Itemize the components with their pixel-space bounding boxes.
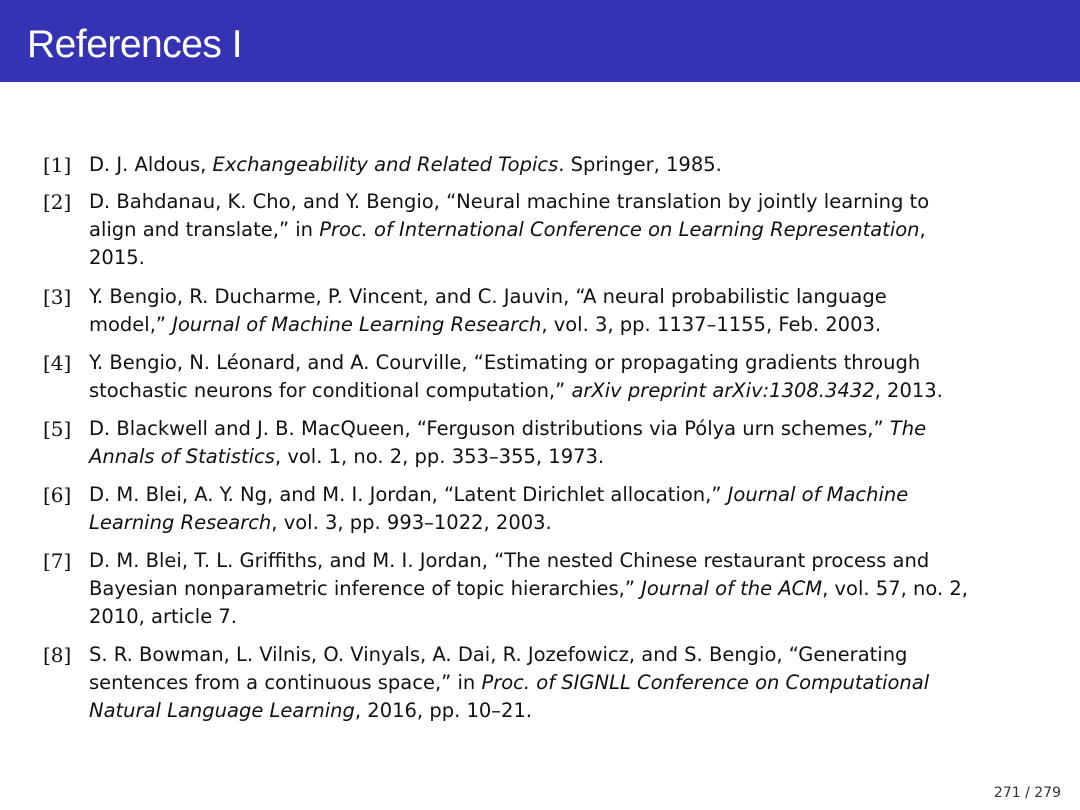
reference-line (89, 443, 1059, 471)
reference-italic-segment: The (889, 417, 927, 440)
reference-line (89, 377, 1059, 405)
reference-segment: , vol. 3, pp. 1137–1155, Feb. 2003. (541, 313, 882, 336)
reference-text (89, 151, 1059, 179)
reference-line (89, 669, 1059, 697)
reference-segment: , 2016, pp. 10–21. (354, 699, 533, 722)
reference-segment: align and translate,” in (89, 218, 320, 241)
reference-line (89, 547, 1059, 575)
reference-line (89, 244, 1059, 272)
page-separator: / (1020, 785, 1035, 801)
reference-segment: , vol. 57, no. 2, (822, 577, 968, 600)
reference-text (89, 349, 1059, 405)
reference-segment: stochastic neurons for conditional computation,” (89, 379, 572, 402)
reference-text (89, 188, 1059, 272)
reference-italic-segment: arXiv preprint arXiv:1308.3432 (571, 379, 875, 402)
reference-number: [7] (43, 549, 72, 573)
reference-line (89, 188, 1059, 216)
reference-text (89, 415, 1059, 471)
reference-italic-segment: Proc. of International Conference on Learning Representation (319, 218, 920, 241)
reference-segment: Y. Bengio, R. Ducharme, P. Vincent, and C. Jauvin, “A neural probabilistic language (89, 285, 887, 308)
reference-number: [6] (43, 483, 72, 507)
reference-italic-segment: Proc. of SIGNLL Conference on Computational (481, 671, 930, 694)
reference-line (89, 603, 1059, 631)
reference-line (89, 575, 1059, 603)
reference-line (89, 283, 1059, 311)
reference-italic-segment: Natural Language Learning (89, 699, 355, 722)
reference-segment: Bayesian nonparametric inference of topic hierarchies,” (89, 577, 642, 600)
reference-number: [8] (43, 643, 72, 667)
reference-text (89, 547, 1059, 631)
reference-number: [5] (43, 417, 72, 441)
reference-segment: , 2013. (874, 379, 943, 402)
reference-segment: D. J. Aldous, (89, 153, 213, 176)
reference-italic-segment: Annals of Statistics (89, 445, 275, 468)
page-current: 271 (993, 785, 1021, 801)
reference-segment: D. Blackwell and J. B. MacQueen, “Ferguson distributions via Pólya urn schemes,” (89, 417, 890, 440)
reference-line (89, 415, 1059, 443)
reference-segment: D. M. Blei, T. L. Griffiths, and M. I. Jordan, “The nested Chinese restaurant process and (89, 549, 930, 572)
title-bar (0, 0, 1080, 82)
reference-number: [2] (43, 190, 72, 214)
reference-segment: , vol. 1, no. 2, pp. 353–355, 1973. (274, 445, 605, 468)
slide-title: References I (27, 23, 243, 66)
reference-italic-segment: Learning Research (89, 511, 272, 534)
reference-line (89, 151, 1059, 179)
reference-segment: , (919, 218, 926, 241)
reference-segment: D. M. Blei, A. Y. Ng, and M. I. Jordan, “Latent Dirichlet allocation,” (89, 483, 728, 506)
reference-line (89, 311, 1059, 339)
reference-segment: Y. Bengio, N. Léonard, and A. Courville, “Estimating or propagating gradients through (89, 351, 921, 374)
reference-segment: D. Bahdanau, K. Cho, and Y. Bengio, “Neural machine translation by jointly learning to (89, 190, 930, 213)
reference-number: [3] (43, 285, 72, 309)
reference-number: [4] (43, 351, 72, 375)
reference-segment: model,” (89, 313, 173, 336)
reference-italic-segment: Journal of the ACM (641, 577, 823, 600)
reference-italic-segment: Exchangeability and Related Topics (212, 153, 559, 176)
reference-line (89, 509, 1059, 537)
reference-segment: , vol. 3, pp. 993–1022, 2003. (271, 511, 552, 534)
reference-line (89, 349, 1059, 377)
reference-segment: . Springer, 1985. (558, 153, 722, 176)
reference-text (89, 283, 1059, 339)
reference-segment: S. R. Bowman, L. Vilnis, O. Vinyals, A. Dai, R. Jozefowicz, and S. Bengio, “Generating (89, 643, 908, 666)
reference-italic-segment: Journal of Machine Learning Research (172, 313, 542, 336)
reference-number: [1] (43, 153, 72, 177)
reference-text (89, 641, 1059, 725)
reference-text (89, 481, 1059, 537)
page-number (994, 784, 1061, 802)
reference-line (89, 216, 1059, 244)
reference-segment: 2015. (89, 246, 145, 269)
reference-segment: sentences from a continuous space,” in (89, 671, 482, 694)
reference-italic-segment: Journal of Machine (727, 483, 909, 506)
reference-line (89, 641, 1059, 669)
reference-line (89, 697, 1059, 725)
page-total: 279 (1034, 785, 1061, 801)
reference-line (89, 481, 1059, 509)
reference-segment: 2010, article 7. (89, 605, 237, 628)
